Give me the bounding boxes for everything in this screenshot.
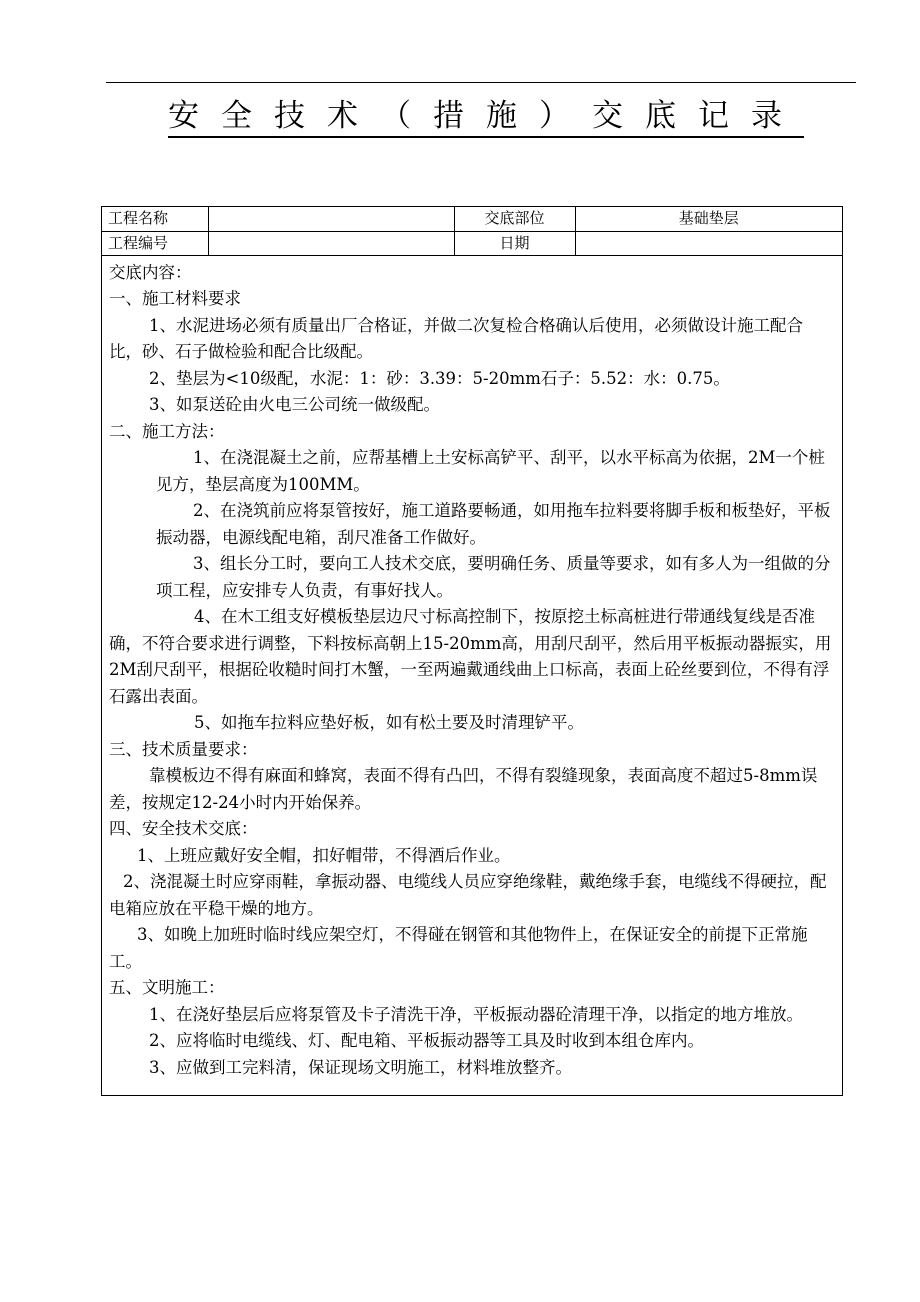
section-heading-methods: 二、施工方法：	[109, 421, 225, 441]
section-heading-civilized: 五、文明施工：	[109, 978, 225, 997]
civilized-item-2: 2、应将临时电缆线、灯、配电箱、平板振动器等工具及时收到本组仓库内。	[149, 1031, 704, 1050]
project-no-label: 工程编号	[102, 231, 208, 255]
table-row	[102, 231, 842, 255]
safety-item-3: 3、如晚上加班时临时线应架空灯，不得碰在钢管和其他物件上，在保证安全的前提下正常施工。	[109, 925, 808, 971]
project-name-label: 工程名称	[102, 207, 208, 231]
safety-item-2: 2、浇混凝土时应穿雨鞋，拿振动器、电缆线人员应穿绝缘鞋，戴绝缘手套，电缆线不得硬拉，配电箱应放在平稳干燥的地方。	[109, 872, 827, 918]
header-table	[102, 207, 842, 256]
project-no-value	[208, 231, 454, 255]
civilized-item-1: 1、在浇好垫层后应将泵管及卡子清洗干净，平板振动器砼清理干净，以指定的地方堆放。	[149, 1004, 803, 1024]
project-name-value	[208, 207, 454, 231]
date-label: 日期	[454, 231, 575, 255]
methods-item-5: 5、如拖车拉料应垫好板，如有松土要及时清理铲平。	[194, 713, 584, 732]
header-rule	[106, 82, 856, 83]
quality-item-1: 靠模板边不得有麻面和蜂窝，表面不得有凸凹，不得有裂缝现象，表面高度不超过5-8mm误差，按规定12-24小时内开始保养。	[109, 766, 818, 812]
section-heading-materials: 一、施工材料要求	[109, 289, 241, 308]
materials-item-2: 2、垫层为<10级配，水泥：1：砂：3.39：5-20mm石子：5.52：水：0.75。	[149, 368, 730, 388]
materials-item-1: 1、水泥进场必须有质量出厂合格证，并做二次复检合格确认后使用，必须做设计施工配合比，砂、石子做检验和配合比级配。	[109, 315, 803, 361]
disclosure-content	[102, 256, 842, 1082]
methods-item-3: 3、组长分工时，要向工人技术交底，要明确任务、质量等要求，如有多人为一组做的分项工程，应安排专人负责，有事好找人。	[156, 554, 831, 600]
civilized-item-3: 3、应做到工完料清，保证现场文明施工，材料堆放整齐。	[149, 1057, 572, 1077]
document-title: 安全技术（措施）交底记录	[106, 90, 866, 135]
date-value	[575, 231, 842, 255]
methods-item-4: 4、在木工组支好模板垫层边尺寸标高控制下，按原挖土标高桩进行带通线复线是否准确，不符合要求进行调整，下料按标高朝上15-20mm高，用刮尺刮平，然后用平板振动器振实，用2M刮尺刮平，根据砼收糙时间打木蟹，一至两遍戴通线曲上口标高，表面上砼丝要到位，不得有浮石露出表面。	[109, 607, 832, 706]
table-row	[102, 207, 842, 231]
section-heading-quality: 三、技术质量要求：	[109, 739, 258, 759]
methods-item-1: 1、在浇混凝土之前，应帮基槽上土安标高铲平、刮平，以水平标高为依据，2M一个桩见方，垫层高度为100MM。	[156, 448, 825, 494]
methods-item-2: 2、在浇筑前应将泵管按好，施工道路要畅通，如用拖车拉料要将脚手板和板垫好，平板振动器，电源线配电箱，刮尺准备工作做好。	[156, 501, 831, 547]
part-label: 交底部位	[454, 207, 575, 231]
content-label: 交底内容：	[109, 262, 192, 282]
materials-item-3: 3、如泵送砼由火电三公司统一做级配。	[149, 395, 440, 414]
disclosure-sheet	[101, 206, 843, 1096]
part-value: 基础垫层	[575, 207, 842, 231]
safety-item-1: 1、上班应戴好安全帽，扣好帽带，不得酒后作业。	[137, 845, 511, 865]
section-heading-safety: 四、安全技术交底：	[109, 819, 258, 838]
